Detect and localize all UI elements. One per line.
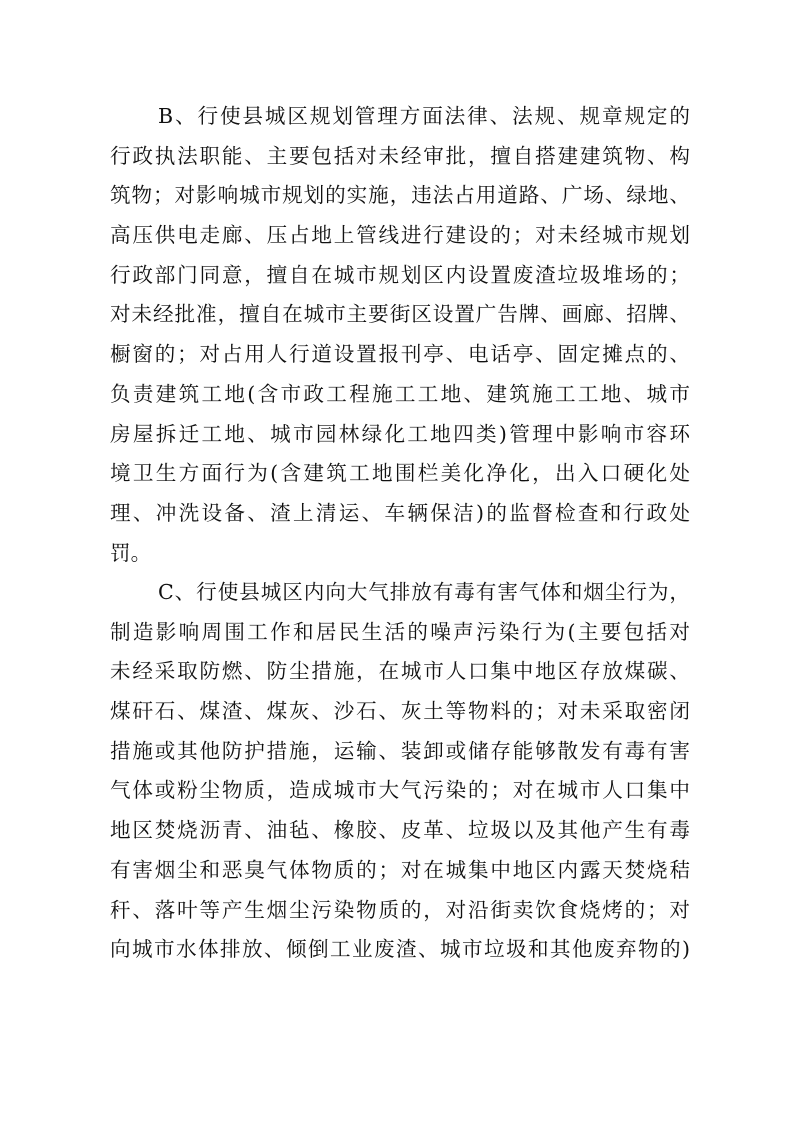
paragraph-line: 地区焚烧沥青、油毡、橡胶、皮革、垃圾以及其他产生有毒 [110,818,690,843]
paragraph-line: 高压供电走廊、压占地上管线进行建设的；对未经城市规划 [110,223,690,248]
paragraph-line: 筑物；对影响城市规划的实施，违法占用道路、广场、绿地、 [110,183,690,208]
paragraph-line: 措施或其他防护措施，运输、装卸或储存能够散发有毒有害 [110,738,690,763]
paragraph-line: 对未经批准，擅自在城市主要街区设置广告牌、画廊、招牌、 [110,302,690,327]
paragraph-line: C、行使县城区内向大气排放有毒有害气体和烟尘行为， [158,580,690,604]
paragraph-b [110,97,690,573]
paragraph-line: 制造影响周围工作和居民生活的噪声污染行为(主要包括对 [110,619,690,644]
paragraph-line: 有害烟尘和恶臭气体物质的；对在城集中地区内露天焚烧秸 [110,857,690,882]
paragraph-line: 向城市水体排放、倾倒工业废渣、城市垃圾和其他废弃物的) [110,937,690,962]
paragraph-line: 气体或粉尘物质，造成城市大气污染的；对在城市人口集中 [110,778,690,803]
paragraph-line: 境卫生方面行为(含建筑工地围栏美化净化，出入口硬化处 [110,461,690,486]
paragraph-line: 未经采取防燃、防尘措施，在城市人口集中地区存放煤碳、 [110,659,690,684]
paragraph-line: 行政执法职能、主要包括对未经审批，擅自搭建建筑物、构 [110,143,690,168]
paragraph-line: 理、冲洗设备、渣上清运、车辆保洁)的监督检查和行政处 [110,500,690,525]
paragraph-line: 煤矸石、煤渣、煤灰、沙石、灰土等物料的；对未采取密闭 [110,699,690,724]
paragraph-line: 秆、落叶等产生烟尘污染物质的，对沿街卖饮食烧烤的；对 [110,897,690,922]
paragraph-line: 橱窗的；对占用人行道设置报刊亭、电话亭、固定摊点的、 [110,342,690,367]
paragraph-c [110,573,690,970]
paragraph-line: 房屋拆迁工地、城市园林绿化工地四类)管理中影响市容环 [110,421,690,446]
paragraph-line: B、行使县城区规划管理方面法律、法规、规章规定的 [158,104,690,128]
paragraph-line: 罚。 [110,540,152,565]
paragraph-line: 行政部门同意，擅自在城市规划区内设置废渣垃圾堆场的； [110,262,690,287]
paragraph-line: 负责建筑工地(含市政工程施工工地、建筑施工工地、城市 [110,381,690,406]
